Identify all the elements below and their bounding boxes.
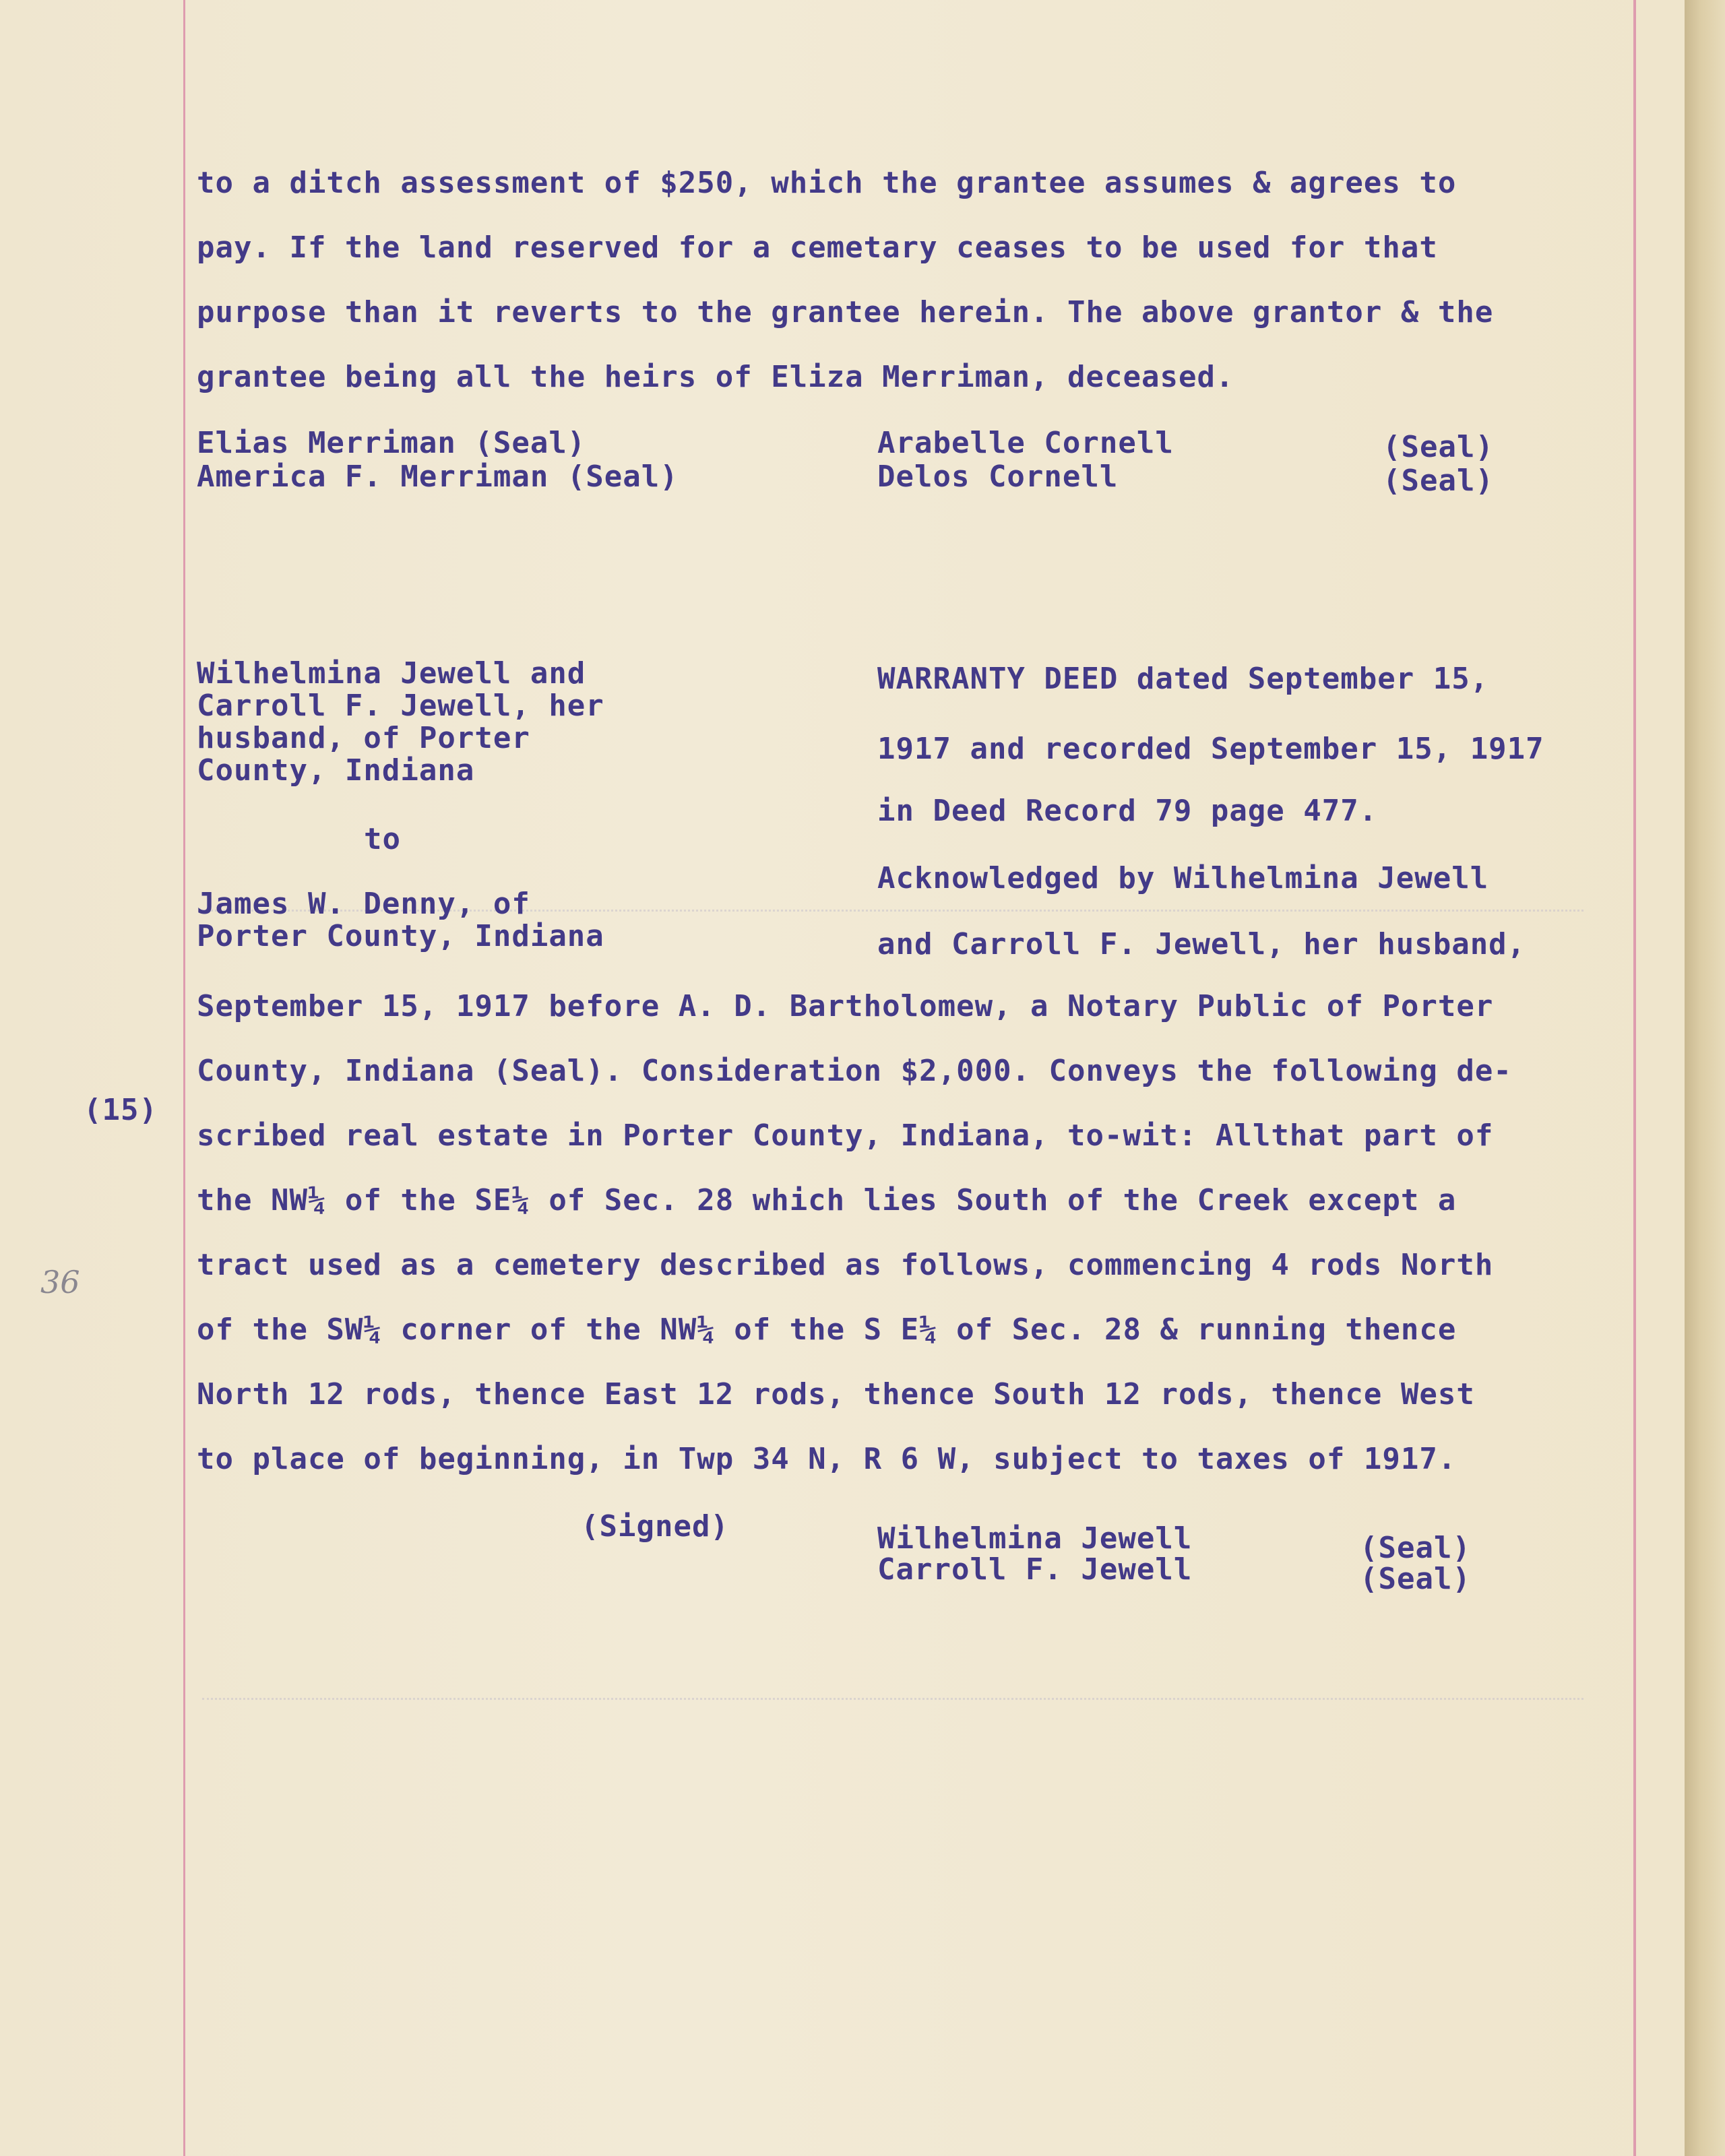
signed-label: (Signed): [581, 1509, 729, 1544]
left-margin-rule: [183, 0, 185, 2156]
signature-right-1: Arabelle Cornell: [877, 426, 1174, 460]
deed-info-line: Acknowledged by Wilhelmina Jewell: [877, 861, 1489, 895]
signature-left-1: Elias Merriman (Seal): [197, 426, 586, 460]
body2-line-7: North 12 rods, thence East 12 rods, thence South 12 rods, thence West: [197, 1377, 1475, 1412]
seal-label: (Seal): [1383, 430, 1494, 464]
body2-line-2: County, Indiana (Seal). Consideration $2,000. Conveys the following de-: [197, 1054, 1512, 1088]
signature-name-2: Carroll F. Jewell: [877, 1552, 1193, 1587]
body2-line-6: of the SW¼ corner of the NW¼ of the S E¼ of Sec. 28 & running thence: [197, 1312, 1457, 1347]
body2-line-4: the NW¼ of the SE¼ of Sec. 28 which lies South of the Creek except a: [197, 1183, 1457, 1217]
body2-line-1: September 15, 1917 before A. D. Bartholomew, a Notary Public of Porter: [197, 989, 1494, 1023]
to-label: to: [364, 822, 401, 856]
grantee-line: Porter County, Indiana: [197, 919, 604, 953]
body-line-3: purpose than it reverts to the grantee herein. The above grantor & the: [197, 295, 1494, 329]
deed-info-line: in Deed Record 79 page 477.: [877, 794, 1378, 828]
right-margin-rule: [1633, 0, 1636, 2156]
deed-info-line: and Carroll F. Jewell, her husband,: [877, 927, 1526, 961]
body-line-1: to a ditch assessment of $250, which the grantee assumes & agrees to: [197, 166, 1457, 200]
grantor-line: County, Indiana: [197, 753, 475, 788]
body-line-2: pay. If the land reserved for a cemetary ceases to be used for that: [197, 230, 1438, 265]
paper-edge: [1685, 0, 1725, 2156]
signature-right-2: Delos Cornell: [877, 459, 1119, 494]
grantee-line: James W. Denny, of: [197, 887, 530, 921]
deed-info-line: 1917 and recorded September 15, 1917: [877, 732, 1544, 766]
deed-title: WARRANTY DEED dated September 15,: [877, 662, 1489, 696]
grantor-line: Carroll F. Jewell, her: [197, 689, 604, 723]
seal-label: (Seal): [1360, 1562, 1471, 1596]
seal-label: (Seal): [1360, 1531, 1471, 1565]
body2-line-8: to place of beginning, in Twp 34 N, R 6 W, subject to taxes of 1917.: [197, 1442, 1457, 1476]
margin-entry-number: (15): [84, 1093, 158, 1127]
body2-line-3: scribed real estate in Porter County, Indiana, to-wit: Allthat part of: [197, 1118, 1494, 1153]
grantor-line: husband, of Porter: [197, 721, 530, 755]
body2-line-5: tract used as a cemetery described as follows, commencing 4 rods North: [197, 1248, 1494, 1282]
signature-name-1: Wilhelmina Jewell: [877, 1521, 1193, 1556]
signature-left-2: America F. Merriman (Seal): [197, 459, 679, 494]
seal-label: (Seal): [1383, 464, 1494, 498]
pencil-note: 36: [40, 1264, 80, 1300]
grantor-line: Wilhelmina Jewell and: [197, 656, 586, 691]
body-line-4: grantee being all the heirs of Eliza Merriman, deceased.: [197, 360, 1234, 394]
